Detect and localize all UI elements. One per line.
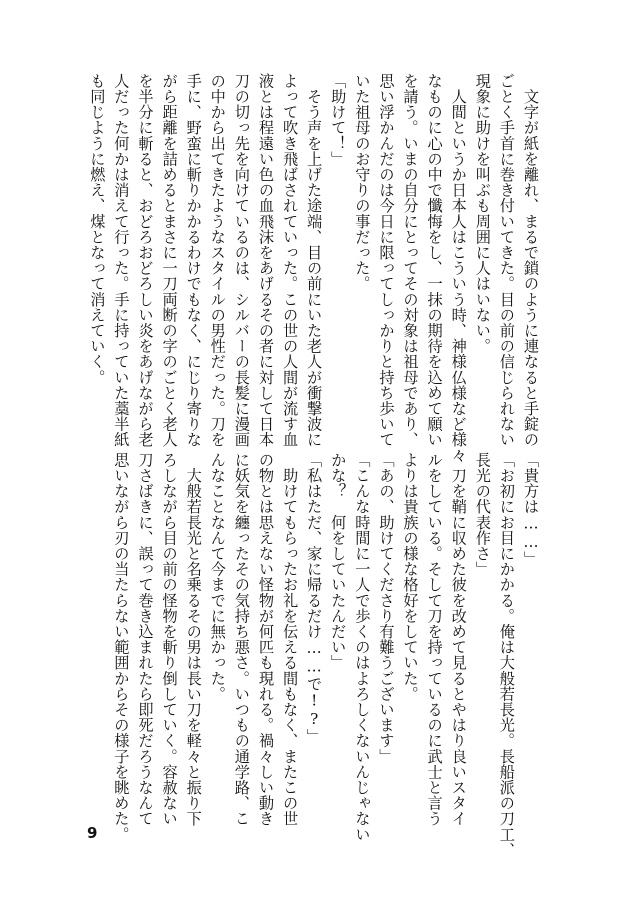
text-line: ごとく手首に巻き付いてきた。目の前の信じられない — [497, 73, 516, 448]
text-line: 大般若長光と名乗るその男は長い刀を軽々と振り下 — [184, 452, 203, 827]
text-line: 人間というか日本人はこういう時、神様仏様など様々 — [449, 73, 468, 463]
text-line: ろしながら目の前の怪物を斬り倒していく。容赦ない — [160, 452, 179, 827]
text-line: んなことなんて今までに無かった。 — [208, 452, 227, 702]
text-line: を半分に斬ると、おどろおどろしい炎をあげながら老 — [136, 73, 155, 448]
text-line: 文字が紙を離れ、まるで鎖のように連なると手錠の — [522, 73, 540, 448]
text-line: がら距離を詰めるとまさに一刀両断の字のごとく老人 — [160, 73, 179, 448]
text-line: 手に、野蛮に斬りかかるわけでもなく、にじり寄りな — [184, 73, 203, 448]
text-line: 刀を鞘に収めた彼を改めて見るとやはり良いスタイ — [449, 452, 468, 827]
page-number: 9 — [87, 824, 98, 842]
text-line: 「私はただ、家に帰るだけ……で!?」 — [305, 452, 324, 744]
text-line: の中から出てきたようなスタイルの男性だった。刀を — [208, 73, 227, 448]
text-line: 刀さばきに、誤って巻き込まれたら即死だろうなんて — [136, 452, 155, 827]
text-line: 人だった何かは消えて行った。手に持っていた藁半紙 — [112, 73, 131, 448]
text-line: 「貴方は……」 — [522, 452, 540, 567]
text-line: ルをしている。そして刀を持っているのに武士と言う — [425, 452, 444, 827]
text-line: 現象に助けを叫ぶも周囲に人はいない。 — [473, 73, 492, 354]
lower-text-block — [109, 452, 543, 858]
text-line: なものに心の中で懺悔をし、一抹の期待を込めて願い — [425, 73, 444, 448]
text-line: を請う。いまの自分にとってその対象は祖母であり、 — [401, 73, 420, 448]
text-line: いた祖母のお守りの事だった。 — [353, 73, 372, 292]
text-line: 思いながら刃の当たらない範囲からその様子を眺めた。 — [112, 452, 131, 842]
text-line: 助けてもらったお礼を伝える間もなく、またこの世 — [281, 452, 300, 827]
text-line: 「あの、助けてくださり有難うございます」 — [377, 452, 396, 764]
text-line: よりは貴族の様な格好をしていた。 — [401, 452, 420, 702]
text-line: 液とは程遠い色の血飛沫をあげるその者に対して日本 — [256, 73, 275, 448]
text-line: よって吹き飛ばされていった。この世の人間が流す血 — [281, 73, 300, 448]
text-line: 「助けて！」 — [329, 73, 348, 167]
text-line: の物とは思えない怪物が何匹も現れる。禍々しい動き — [256, 452, 275, 827]
text-line: も同じように燃え、煤となって消えていく。 — [88, 73, 107, 385]
text-line: に妖気を纏ったその気持ち悪さ。いつもの通学路、こ — [232, 452, 251, 827]
text-line: 長光の代表作さ」 — [473, 452, 492, 577]
text-line: かな？ 何をしていたんだい」 — [329, 452, 348, 671]
text-line: そう声を上げた途端、目の前にいた老人が衝撃波に — [305, 73, 324, 448]
upper-text-block — [85, 73, 543, 463]
text-line: 「お初にお目にかかる。俺は大般若長光。長船派の刀工、 — [497, 452, 516, 858]
text-line: 刀の切っ先を向けているのは、シルバーの長髪に漫画 — [232, 73, 251, 448]
text-line: 思い浮かんだのは今日に限ってしっかりと持ち歩いて — [377, 73, 396, 448]
text-line: 「こんな時間に一人で歩くのはよろしくないんじゃない — [353, 452, 372, 842]
